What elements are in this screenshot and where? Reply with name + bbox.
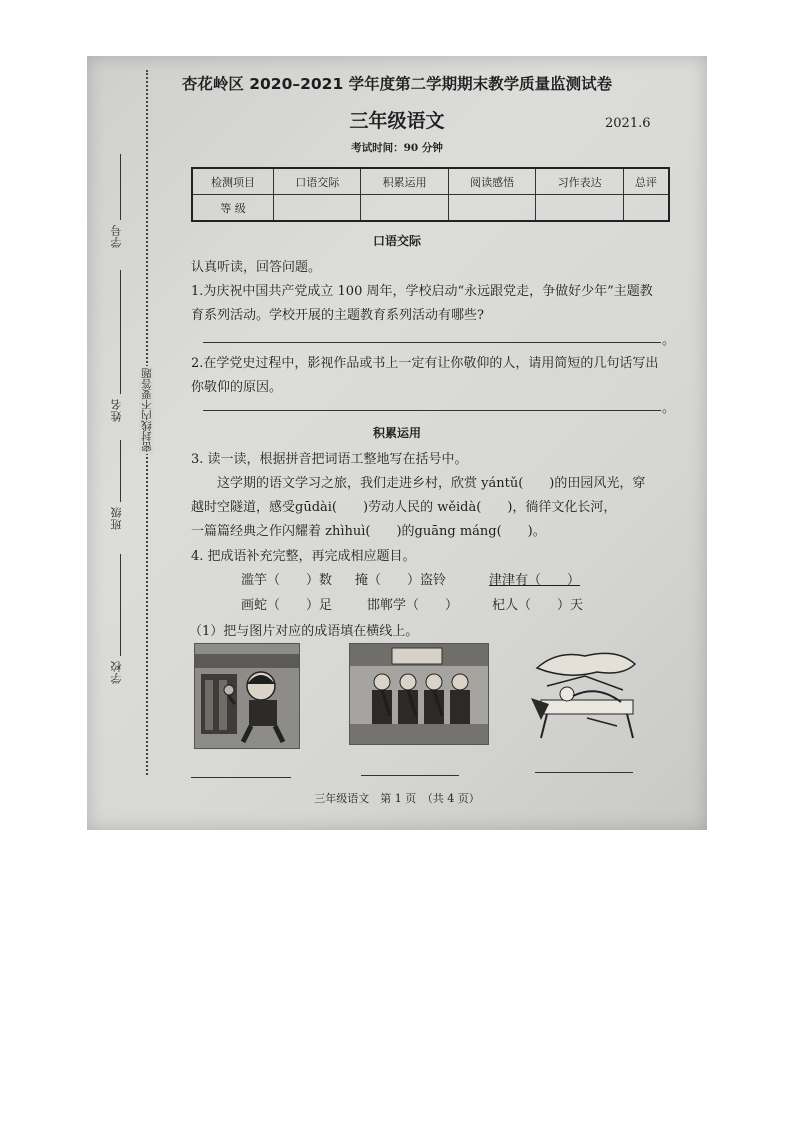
question-2-line-1: 2.在学党史过程中，影视作品或书上一定有让你敬仰的人，请用简短的几句话写出 <box>191 356 659 371</box>
exam-title: 杏花岭区 2020–2021 学年度第二学期期末教学质量监测试卷 <box>181 75 613 93</box>
grade-table-row <box>192 195 669 222</box>
question-1-line-2: 育系列活动。学校开展的主题教育系列活动有哪些? <box>191 308 484 323</box>
idiom-6: 杞人（ ）天 <box>492 598 584 613</box>
page-footer: 三年级语文 第 1 页 （共 4 页） <box>314 792 480 805</box>
grade-header-cell: 检测项目 <box>192 168 274 195</box>
musicians-illustration-icon <box>349 643 489 745</box>
question-1-period: 。 <box>662 333 676 348</box>
grade-header-cell: 习作表达 <box>536 168 623 195</box>
question-1-answer-line[interactable] <box>203 342 661 343</box>
grade-cell[interactable] <box>448 195 535 222</box>
school-line <box>120 554 121 656</box>
exam-page <box>87 56 707 830</box>
question-3-line-1: 这学期的语文学习之旅，我们走进乡村，欣赏 yántǔ( )的田园风光，穿 <box>217 476 646 491</box>
class-line <box>120 440 121 502</box>
section-oral-title: 口语交际 <box>372 234 421 248</box>
section-oral-intro: 认真听读，回答问题。 <box>191 260 322 275</box>
idiom-3: 津津有（ ） <box>489 573 581 588</box>
idiom-4: 画蛇（ ）足 <box>241 598 333 613</box>
name-label: 姓名 <box>110 398 123 422</box>
question-4-head: 4. 把成语补充完整，再完成相应题目。 <box>191 549 416 564</box>
question-2-period: 。 <box>662 401 676 416</box>
grade-cell[interactable] <box>274 195 361 222</box>
grade-header-cell: 总评 <box>623 168 669 195</box>
question-4-sub-1: （1）把与图片对应的成语填在横线上。 <box>189 624 419 639</box>
grade-header-cell: 积累运用 <box>361 168 448 195</box>
grade-header-cell: 阅读感悟 <box>448 168 535 195</box>
class-label: 班级 <box>110 506 123 530</box>
grade-cell[interactable] <box>623 195 669 222</box>
question-3-head: 3. 读一读，根据拼音把词语工整地写在括号中。 <box>191 452 468 467</box>
question-1-line-1: 1.为庆祝中国共产党成立 100 周年，学校启动“永远跟党走，争做好少年”主题教 <box>191 284 653 299</box>
question-2-answer-line[interactable] <box>203 410 661 411</box>
grade-header-cell: 口语交际 <box>274 168 361 195</box>
question-3-line-2: 越时空隧道，感受gūdài( )劳动人民的 wěidà( )，徜徉文化长河， <box>191 500 617 515</box>
idiom-2: 掩（ ）盗铃 <box>355 573 447 588</box>
picture-3-answer-line[interactable] <box>535 772 633 773</box>
student-no-line <box>120 154 121 220</box>
grade-cell[interactable] <box>536 195 623 222</box>
idiom-1: 滥竽（ ）数 <box>241 573 333 588</box>
exam-duration: 考试时间：90 分钟 <box>351 142 443 154</box>
section-accumulate-title: 积累运用 <box>372 426 421 440</box>
grade-row-label: 等 级 <box>192 195 274 222</box>
exam-date: 2021.6 <box>605 116 651 131</box>
question-3-line-3: 一篇篇经典之作闪耀着 zhìhuì( )的guāng máng( )。 <box>191 524 546 539</box>
picture-2-answer-line[interactable] <box>361 775 459 776</box>
seal-note: 密封线内不要答题 <box>141 368 153 452</box>
grade-cell[interactable] <box>361 195 448 222</box>
question-2-line-2: 你敬仰的原因。 <box>191 380 283 395</box>
name-line <box>120 270 121 394</box>
school-label: 学校 <box>110 660 123 684</box>
worried-man-illustration-icon <box>527 646 645 744</box>
bell-thief-illustration-icon <box>194 643 300 749</box>
subject-title: 三年级语文 <box>349 110 445 132</box>
grade-table <box>191 167 670 222</box>
idiom-5: 邯郸学（ ） <box>367 598 459 613</box>
picture-1-answer-line[interactable] <box>191 777 291 778</box>
student-no-label: 学号 <box>110 224 123 248</box>
grade-table-header-row <box>192 168 669 195</box>
